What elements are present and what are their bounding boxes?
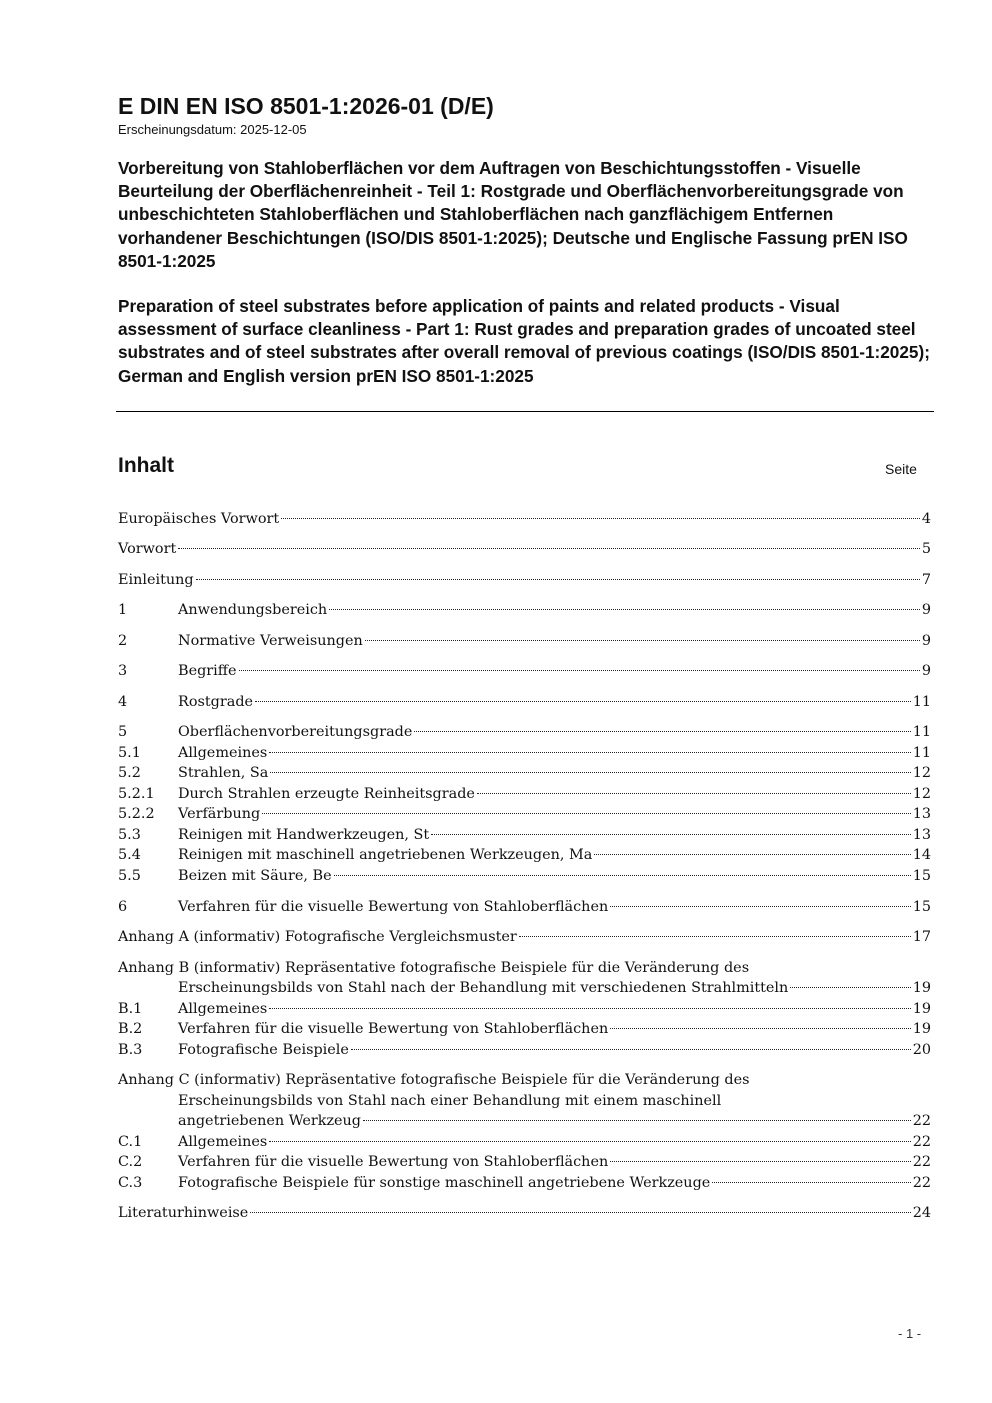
toc-entry-page: 13 <box>912 827 931 843</box>
toc-entry-title: Verfahren für die visuelle Bewertung von Stahloberflächen <box>178 1154 609 1170</box>
toc-entry-title: Fotografische Beispiele für sonstige maschinell angetriebene Werkzeuge <box>178 1175 711 1191</box>
page-number: - 1 - <box>898 1326 922 1341</box>
toc-entry-2[interactable] <box>118 631 931 651</box>
toc-entry-page: 19 <box>912 1001 931 1017</box>
toc-entry-annex-b[interactable] <box>178 978 931 998</box>
toc-entry-5-4[interactable] <box>118 845 931 865</box>
toc-entry-5-2-1[interactable] <box>118 784 931 804</box>
toc-entry-3[interactable] <box>118 661 931 681</box>
toc-entry-page: 9 <box>921 633 931 649</box>
toc-leader-dots <box>519 936 911 937</box>
toc-entry-number: 2 <box>118 633 128 649</box>
toc-leader-dots <box>594 854 910 855</box>
toc-entry-page: 22 <box>912 1134 931 1150</box>
toc-leader-dots <box>610 1028 910 1029</box>
toc-entry-title: Beizen mit Säure, Be <box>178 868 332 884</box>
toc-entry-title: Oberflächenvorbereitungsgrade <box>178 724 413 740</box>
toc-leader-dots <box>414 731 910 732</box>
toc-leader-dots <box>477 793 911 794</box>
toc-entry-c-3[interactable] <box>118 1173 931 1193</box>
toc-entry-number: B.2 <box>118 1021 143 1037</box>
toc-entry-title: Strahlen, Sa <box>178 765 269 781</box>
toc-entry-title: Europäisches Vorwort <box>118 511 280 527</box>
toc-leader-dots <box>610 906 910 907</box>
toc-leader-dots <box>196 579 920 580</box>
toc-entry-page: 15 <box>912 868 931 884</box>
title-english: Preparation of steel substrates before application of paints and related products - Visual assessment of surface cleanliness - Part 1: Rust grades and preparation grades of uncoated steel substrates and of steel substrates after overall removal of previous coatings (ISO/DIS 8501-1:2025); German and English version prEN ISO 8501-1:2025 <box>118 296 930 386</box>
toc-entry-literaturhinweise[interactable] <box>118 1203 931 1223</box>
toc-heading: Inhalt <box>118 454 174 477</box>
toc-entry-5[interactable] <box>118 722 931 742</box>
toc-entry-title: Allgemeines <box>178 745 268 761</box>
toc-leader-dots <box>262 813 910 814</box>
toc-entry-title-continuation: angetriebenen Werkzeug <box>178 1113 362 1129</box>
toc-entry-1[interactable] <box>118 600 931 620</box>
toc-entry-annex-b-title[interactable]: Anhang B (informativ) Repräsentative fotografische Beispiele für die Veränderung des <box>118 960 750 976</box>
toc-leader-dots <box>610 1161 910 1162</box>
toc-entry-title: Durch Strahlen erzeugte Reinheitsgrade <box>178 786 475 802</box>
toc-entry-number: 5.5 <box>118 868 141 884</box>
toc-entry-title: Verfahren für die visuelle Bewertung von Stahloberflächen <box>178 1021 609 1037</box>
toc-leader-dots <box>363 1120 911 1121</box>
toc-entry-page: 13 <box>912 806 931 822</box>
toc-entry-page: 22 <box>912 1154 931 1170</box>
toc-entry-title: Literaturhinweise <box>118 1205 249 1221</box>
toc-entry-title: Einleitung <box>118 572 194 588</box>
toc-entry-number: C.1 <box>118 1134 143 1150</box>
toc-entry-page: 12 <box>912 765 931 781</box>
toc-entry-title: Allgemeines <box>178 1001 268 1017</box>
toc-entry-number: 4 <box>118 694 128 710</box>
toc-leader-dots <box>790 987 910 988</box>
toc-entry-page: 15 <box>912 899 931 915</box>
toc-entry-number: 1 <box>118 602 128 618</box>
toc-entry-number: 5.1 <box>118 745 141 761</box>
toc-leader-dots <box>431 834 910 835</box>
toc-entry-5-5[interactable] <box>118 866 931 886</box>
toc-entry-page: 24 <box>912 1205 931 1221</box>
toc-entry-5-2-2[interactable] <box>118 804 931 824</box>
toc-leader-dots <box>712 1182 910 1183</box>
title-german: Vorbereitung von Stahloberflächen vor dem Auftragen von Beschichtungsstoffen - Visuelle Beurteilung der Oberflächenreinheit - Teil 1: Rostgrade und Oberflächenvorbereitungsgrade von unbeschichteten Stahloberflächen und Stahloberflächen nach ganzflächigem Entfernen vorhandener Beschichtungen (ISO/DIS 8501-1:2025); Deutsche und Englische Fassung prEN ISO 8501-1:2025 <box>118 158 908 271</box>
toc-entry-number: 5.2 <box>118 765 141 781</box>
toc-leader-dots <box>269 752 910 753</box>
toc-entry-number: 5.2.2 <box>118 806 155 822</box>
toc-entry-title: Anhang A (informativ) Fotografische Vergleichsmuster <box>118 929 517 945</box>
toc-entry-annex-c[interactable] <box>178 1111 931 1131</box>
publication-date: Erscheinungsdatum: 2025-12-05 <box>118 122 307 137</box>
toc-leader-dots <box>329 609 920 610</box>
toc-entry-number: 5.2.1 <box>118 786 155 802</box>
toc-entry-annex-c-title-continuation[interactable]: Erscheinungsbilds von Stahl nach einer Behandlung mit einem maschinell <box>178 1093 722 1109</box>
toc-entry-title: Allgemeines <box>178 1134 268 1150</box>
toc-leader-dots <box>178 548 920 549</box>
toc-entry-b-1[interactable] <box>118 999 931 1019</box>
toc-entry-annex-c-title[interactable]: Anhang C (informativ) Repräsentative fotografische Beispiele für die Veränderung des <box>118 1072 750 1088</box>
toc-entry-page: 22 <box>912 1175 931 1191</box>
toc-entry-c-1[interactable] <box>118 1132 931 1152</box>
toc-entry-page: 7 <box>921 572 931 588</box>
toc-entry-title: Vorwort <box>118 541 177 557</box>
toc-entry-number: 5 <box>118 724 128 740</box>
toc-entry-page: 19 <box>912 980 931 996</box>
toc-entry-page: 17 <box>912 929 931 945</box>
toc-entry-page: 11 <box>912 694 931 710</box>
toc-entry-number: C.3 <box>118 1175 143 1191</box>
toc-entry-title: Verfärbung <box>178 806 261 822</box>
toc-entry-page: 4 <box>921 511 931 527</box>
toc-leader-dots <box>269 1141 910 1142</box>
toc-entry-5-2[interactable] <box>118 763 931 783</box>
toc-entry-annex-a[interactable] <box>118 927 931 947</box>
toc-entry-5-3[interactable] <box>118 825 931 845</box>
toc-entry-number: B.1 <box>118 1001 143 1017</box>
toc-leader-dots <box>334 875 911 876</box>
toc-entry-title: Normative Verweisungen <box>178 633 363 649</box>
toc-entry-europaeisches-vorwort[interactable] <box>118 509 931 529</box>
toc-entry-number: C.2 <box>118 1154 143 1170</box>
toc-leader-dots <box>365 640 920 641</box>
toc-entry-5-1[interactable] <box>118 743 931 763</box>
toc-entry-title: Reinigen mit maschinell angetriebenen Werkzeugen, Ma <box>178 847 593 863</box>
toc-leader-dots <box>281 518 920 519</box>
toc-entry-title: Reinigen mit Handwerkzeugen, St <box>178 827 430 843</box>
toc-entry-page: 9 <box>921 663 931 679</box>
toc-leader-dots <box>269 1008 910 1009</box>
toc-leader-dots <box>250 1212 910 1213</box>
toc-entry-c-2[interactable] <box>118 1152 931 1172</box>
toc-entry-title-continuation: Erscheinungsbilds von Stahl nach der Behandlung mit verschiedenen Strahlmitteln <box>178 980 789 996</box>
toc-leader-dots <box>351 1049 911 1050</box>
toc-entry-page: 11 <box>912 724 931 740</box>
toc-entry-page: 14 <box>912 847 931 863</box>
toc-entry-page: 5 <box>921 541 931 557</box>
toc-page-column-label: Seite <box>885 461 917 477</box>
toc-entry-vorwort[interactable] <box>118 539 931 559</box>
toc-leader-dots <box>270 772 910 773</box>
toc-entry-number: 5.3 <box>118 827 141 843</box>
toc-leader-dots <box>255 701 911 702</box>
toc-entry-title: Anwendungsbereich <box>178 602 328 618</box>
toc-entry-einleitung[interactable] <box>118 570 931 590</box>
toc-leader-dots <box>239 670 920 671</box>
toc-entry-page: 9 <box>921 602 931 618</box>
toc-entry-4[interactable] <box>118 692 931 712</box>
toc-entry-b-2[interactable] <box>118 1019 931 1039</box>
toc-entry-number: 6 <box>118 899 128 915</box>
document-id: E DIN EN ISO 8501-1:2026-01 (D/E) <box>118 93 494 119</box>
toc-entry-page: 19 <box>912 1021 931 1037</box>
toc-entry-title: Fotografische Beispiele <box>178 1042 349 1058</box>
toc-entry-title: Begriffe <box>178 663 237 679</box>
toc-entry-number: B.3 <box>118 1042 143 1058</box>
toc-entry-number: 3 <box>118 663 128 679</box>
toc-entry-page: 11 <box>912 745 931 761</box>
toc-entry-page: 12 <box>912 786 931 802</box>
toc-entry-number: 5.4 <box>118 847 141 863</box>
toc-entry-title: Verfahren für die visuelle Bewertung von Stahloberflächen <box>178 899 609 915</box>
toc-entry-page: 20 <box>912 1042 931 1058</box>
toc-entry-title: Rostgrade <box>178 694 254 710</box>
toc-entry-b-3[interactable] <box>118 1040 931 1060</box>
toc-entry-page: 22 <box>912 1113 931 1129</box>
toc-entry-6[interactable] <box>118 897 931 917</box>
